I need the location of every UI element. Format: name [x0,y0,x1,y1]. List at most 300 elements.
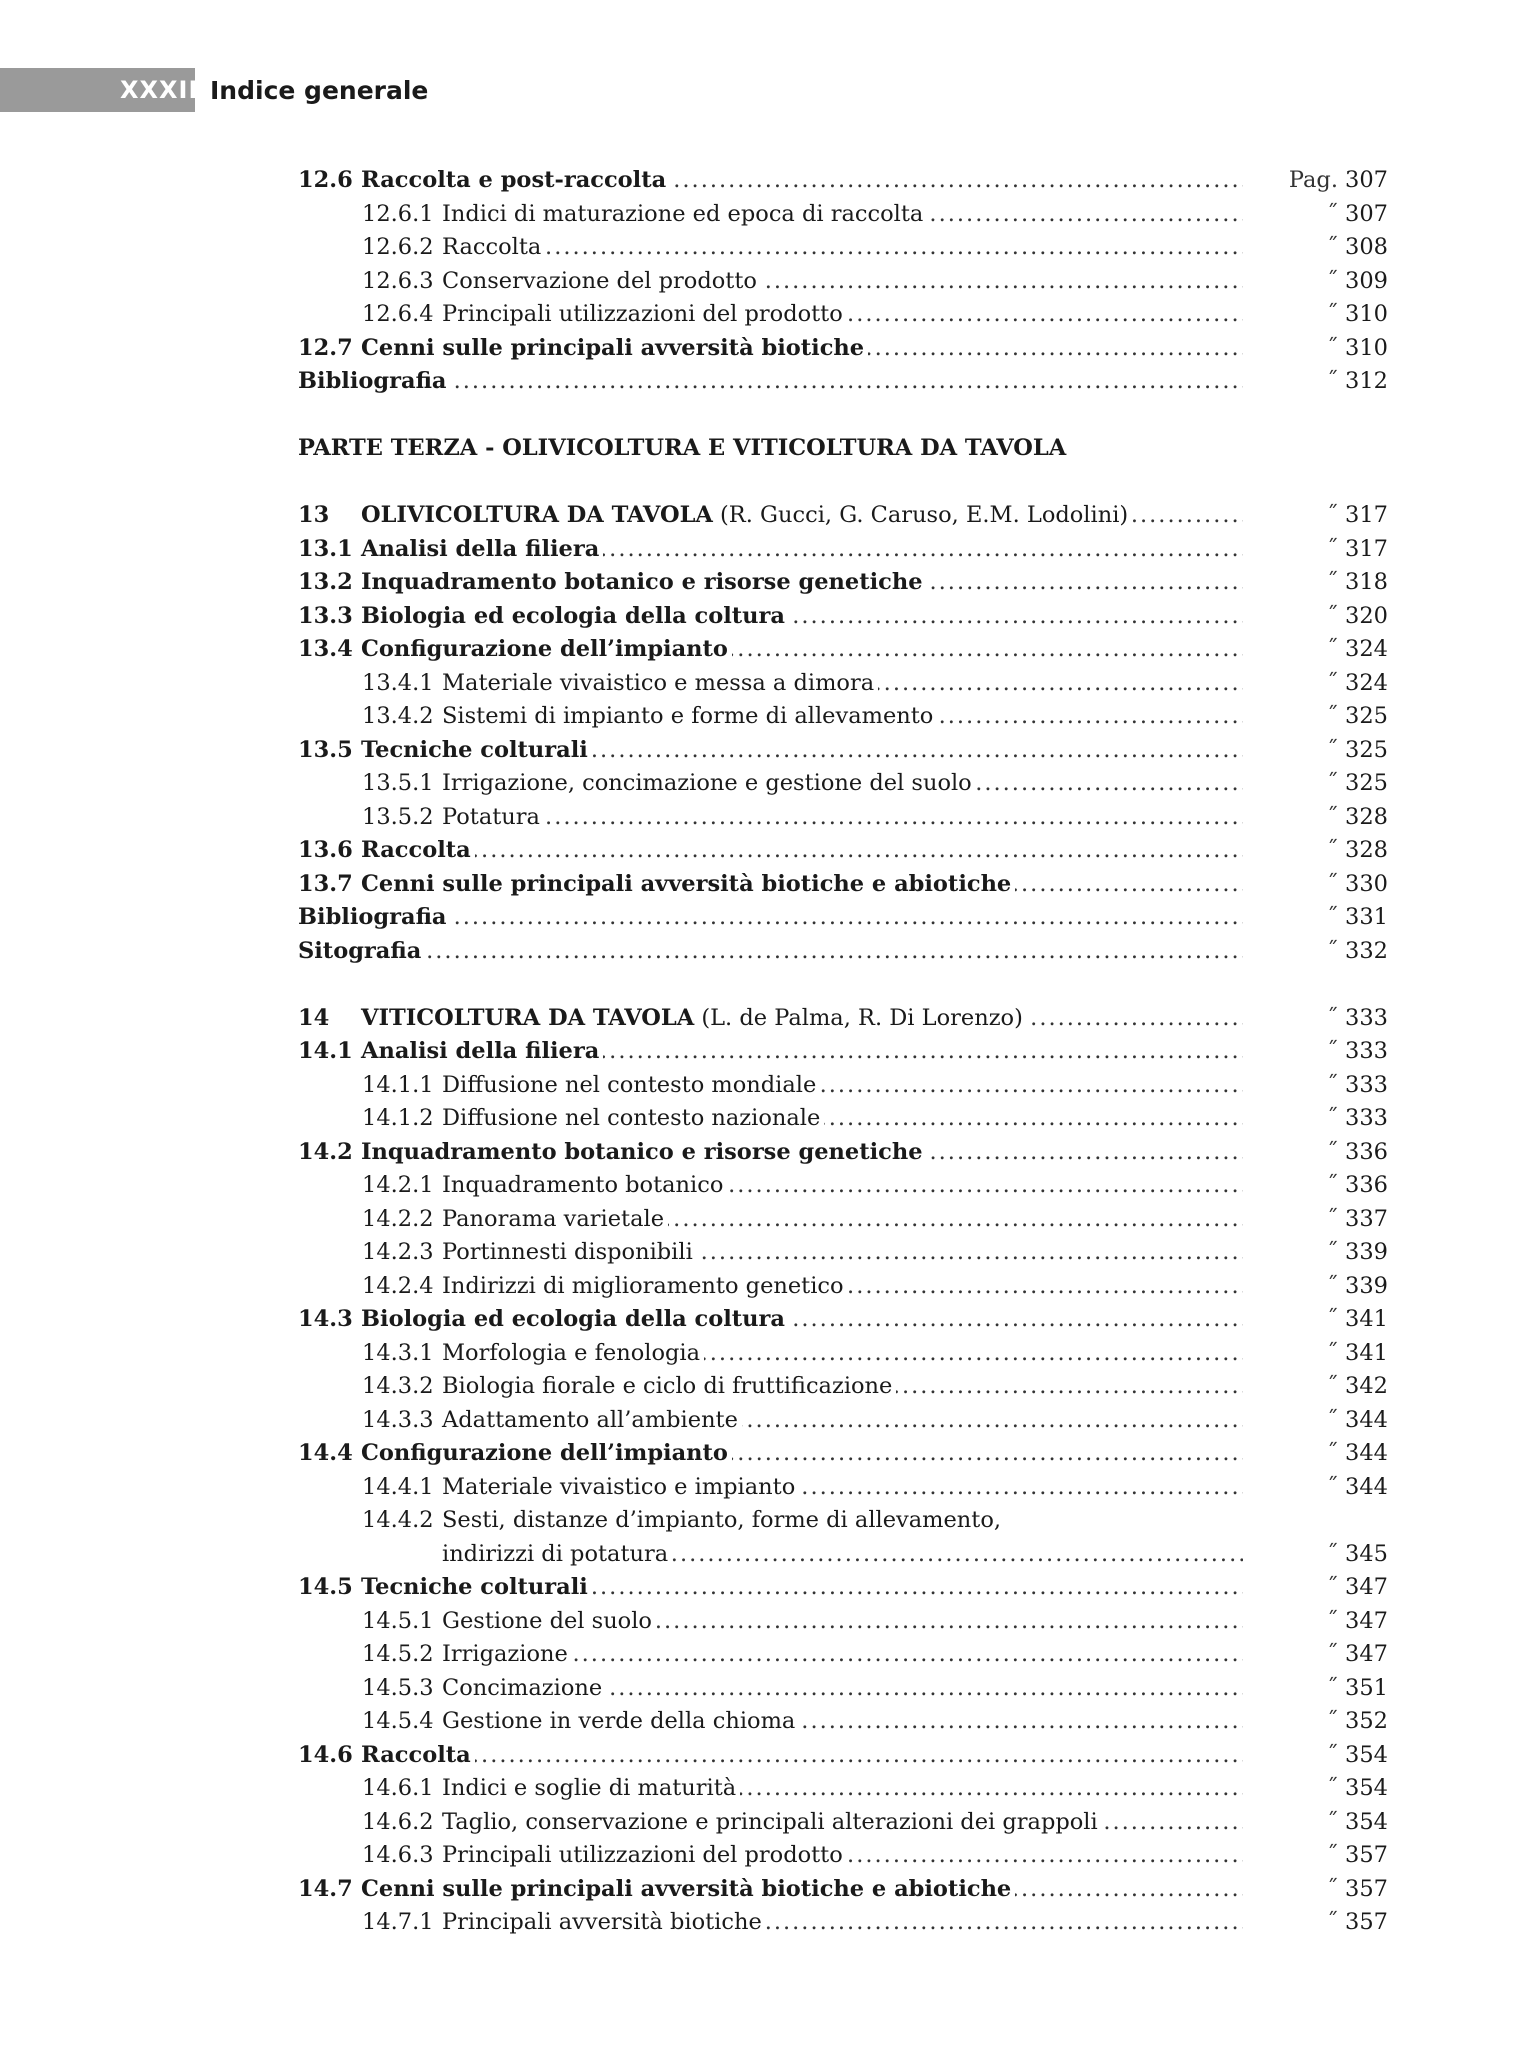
toc-entry-text [298,536,603,562]
page-number: 347 [1345,1574,1388,1600]
entry-title: Morfologia e fenologia [442,1339,701,1366]
ditto-mark: ˝ [1326,1607,1338,1634]
ditto-mark: ˝ [1326,1909,1338,1935]
toc-entry [298,1404,1388,1438]
toc-entry-leader [298,1437,1243,1471]
ditto-mark: ˝ [1326,1138,1338,1165]
entry-number: 14.5 [298,1574,353,1600]
toc-entry-leader [362,1906,1243,1940]
entry-title: Inquadramento botanico e risorse genetiche [361,1138,923,1165]
page-number: 354 [1345,1741,1388,1768]
ditto-mark: ˝ [1326,837,1338,863]
entry-title: Concimazione [442,1674,603,1701]
toc-entry-leader [298,901,1243,935]
ditto-mark: ˝ [1326,1875,1338,1902]
entry-title: Indici e soglie di maturità [442,1775,737,1801]
entry-title: Conservazione del prodotto [442,267,757,294]
toc-entry-text [362,1407,742,1433]
toc-entry [298,935,1388,969]
toc-entry-text [362,703,937,729]
toc-entry-text [362,1172,727,1198]
toc-entry-leader [362,198,1243,232]
page-number: 333 [1345,1038,1388,1064]
toc-entry-leader [298,1571,1243,1605]
entry-number: 13.3 [298,602,353,629]
toc-entry [298,1806,1388,1840]
toc-entry-text [362,1507,1001,1533]
toc-entry [298,1772,1388,1806]
page-number: 347 [1345,1641,1388,1667]
ditto-mark: ˝ [1326,234,1338,260]
toc-entry-leader [362,1102,1243,1136]
section-roman-numeral: XXXII [120,76,199,104]
page-number: 354 [1345,1808,1388,1835]
page-number: 351 [1345,1674,1388,1701]
entry-title: Materiale vivaistico e messa a dimora [442,669,875,696]
chapter-entry [298,1002,1388,1036]
entry-number: 14.3.3 [362,1406,434,1433]
toc-entry [298,1303,1388,1337]
toc-entry-leader [362,1772,1243,1806]
entry-number: 12.6 [298,167,353,193]
entry-number: 13.5 [298,736,353,763]
entry-number: 13.4 [298,636,353,662]
table-of-contents [298,164,1388,1940]
ditto-mark: ˝ [1326,937,1338,964]
ditto-mark: ˝ [1326,1842,1338,1868]
entry-number: 14.4.2 [362,1507,434,1533]
entry-title: Tecniche colturali [361,736,588,763]
page-number: 325 [1345,736,1388,763]
toc-entry-leader [362,1069,1243,1103]
page-number: 337 [1345,1205,1388,1232]
page-number: 330 [1345,870,1388,897]
ditto-mark: ˝ [1326,1574,1338,1600]
ditto-mark: ˝ [1326,1406,1338,1433]
toc-entry [298,1839,1388,1873]
entry-title: Panorama varietale [442,1205,665,1232]
toc-entry-leader [298,332,1243,366]
toc-entry-leader [298,633,1243,667]
entry-title: Diffusione nel contesto mondiale [442,1071,817,1098]
toc-entry [298,1638,1388,1672]
toc-entry-leader [298,164,1243,198]
toc-entry [298,1906,1388,1940]
entry-title: Biologia ed ecologia della coltura [361,602,785,629]
toc-entry-text [298,904,451,930]
toc-entry-text [298,1742,475,1768]
entry-number: 13.7 [298,870,353,897]
entry-number: 13.4.1 [362,669,434,696]
toc-entry-leader [298,1035,1243,1069]
toc-entry [298,1739,1388,1773]
toc-entry-text [298,502,1132,528]
toc-entry [298,901,1388,935]
ditto-mark: ˝ [1326,1071,1338,1098]
toc-entry-text [298,167,670,193]
toc-entry [298,801,1388,835]
toc-entry-leader [298,734,1243,768]
toc-entry-leader [298,533,1243,567]
entry-title: Cenni sulle principali avversità biotiche [361,334,865,361]
toc-entry-leader [362,1806,1243,1840]
page-number: 339 [1345,1239,1388,1265]
entry-number: 12.6.4 [362,301,434,327]
page-number: 307 [1345,167,1388,193]
ditto-mark: ˝ [1326,1339,1338,1366]
ditto-mark: ˝ [1326,1775,1338,1801]
ditto-mark: ˝ [1326,1373,1338,1399]
toc-entry [298,1370,1388,1404]
toc-entry-leader [362,1672,1243,1706]
toc-entry [298,231,1388,265]
entry-title: Tecniche colturali [361,1574,588,1600]
toc-entry-leader [298,1739,1243,1773]
ditto-mark: ˝ [1326,502,1338,528]
ditto-mark: ˝ [1326,1105,1338,1131]
entry-title: Raccolta [361,837,471,863]
entry-number: 12.6.1 [362,200,434,227]
ditto-mark: ˝ [1326,736,1338,763]
toc-entry-text [362,1373,896,1399]
entry-title: Irrigazione [442,1641,568,1667]
entry-title: Principali utilizzazioni del prodotto [442,301,843,327]
toc-entry-text [362,1775,740,1801]
toc-entry-text [362,1239,697,1265]
page-number: 341 [1345,1339,1388,1366]
toc-entry [298,1873,1388,1907]
ditto-mark: ˝ [1326,368,1338,394]
toc-entry [298,1437,1388,1471]
toc-entry-leader [298,1136,1243,1170]
toc-entry [298,533,1388,567]
entry-title: Biologia fiorale e ciclo di fruttificazione [442,1373,893,1399]
toc-entry [298,566,1388,600]
toc-entry-leader [362,231,1243,265]
toc-entry-text [298,368,451,394]
entry-title: Adattamento all’ambiente [442,1406,738,1433]
toc-entry-leader [362,1236,1243,1270]
entry-title: Configurazione dell’impianto [361,1440,728,1466]
toc-entry [298,600,1388,634]
toc-entry [298,298,1388,332]
ditto-mark: ˝ [1326,1038,1338,1064]
toc-entry [298,1069,1388,1103]
page-number: 320 [1345,602,1388,629]
toc-entry-leader [298,868,1243,902]
toc-entry [298,633,1388,667]
page-number: 328 [1345,837,1388,863]
page-number: 339 [1345,1272,1388,1299]
toc-entry-leader [298,1303,1243,1337]
toc-entry-leader [298,600,1243,634]
ditto-mark: ˝ [1326,803,1338,830]
entry-title: Sistemi di impianto e forme di allevamento [442,703,934,729]
entry-number: 14.2.4 [362,1272,434,1299]
page-number: 333 [1345,1071,1388,1098]
entry-number: 13.2 [298,569,353,595]
ditto-mark: ˝ [1326,535,1338,562]
entry-number: 12.7 [298,334,353,361]
entry-title: Inquadramento botanico [442,1172,724,1198]
entry-number: 13.4.2 [362,703,434,729]
toc-entry-text [298,636,732,662]
ditto-mark: ˝ [1326,569,1338,595]
toc-entry-leader [298,365,1243,399]
page-number: 333 [1345,1105,1388,1131]
entry-number: 14.3 [298,1306,353,1332]
toc-entry-text [298,335,868,361]
toc-entry [298,1471,1388,1505]
ditto-mark: ˝ [1326,770,1338,796]
toc-entry-leader [298,935,1243,969]
toc-entry-text [362,1105,824,1131]
toc-entry-text [298,1440,732,1466]
part-heading [298,432,1388,466]
entry-title: OLIVICOLTURA DA TAVOLA [361,502,713,528]
ditto-mark: ˝ [1326,636,1338,662]
toc-entry-leader [298,1873,1243,1907]
ditto-mark: ˝ [1326,1741,1338,1768]
toc-entry [298,1504,1388,1538]
toc-entry [298,1672,1388,1706]
ditto-mark: ˝ [1326,1674,1338,1701]
entry-number: 14.5.2 [362,1641,434,1667]
entry-title: Indici di maturazione ed epoca di raccolta [442,200,924,227]
toc-entry-leader [362,1504,1001,1538]
entry-number: 14.5.1 [362,1607,434,1634]
ditto-mark: ˝ [1326,1440,1338,1466]
toc-entry [298,1035,1388,1069]
toc-entry [298,164,1388,198]
toc-entry-text [298,603,789,629]
toc-entry-text [298,1005,1027,1031]
entry-title: Gestione del suolo [442,1607,652,1634]
toc-entry-text [362,301,847,327]
toc-entry-text [298,871,1015,897]
ditto-mark: ˝ [1326,1272,1338,1299]
toc-entry-text [362,1809,1102,1835]
entry-number: 13.5.2 [362,803,434,830]
running-title: Indice generale [210,76,429,105]
page-number: 357 [1345,1875,1388,1902]
toc-entry-text [362,1206,668,1232]
toc-entry [298,1169,1388,1203]
page-number: 325 [1345,703,1388,729]
entry-title: Analisi della filiera [361,1038,600,1064]
entry-number: 14.4.1 [362,1473,434,1500]
ditto-mark: ˝ [1326,1540,1338,1567]
page-number: 309 [1345,267,1388,294]
entry-title-continuation: indirizzi di potatura [442,1541,672,1567]
entry-number: 14.6.1 [362,1775,434,1801]
entry-title: Inquadramento botanico e risorse genetiche [361,569,923,595]
ditto-mark: ˝ [1326,1205,1338,1232]
toc-entry-leader [362,700,1243,734]
toc-entry-leader [362,298,1243,332]
toc-entry-text [298,737,592,763]
entry-number: 14.6.3 [362,1842,434,1868]
page-number: 317 [1345,502,1388,528]
entry-title: Taglio, conservazione e principali alterazioni dei grappoli [442,1808,1098,1835]
toc-entry-leader [298,1002,1243,1036]
toc-entry [298,767,1388,801]
entry-number: 14.4 [298,1440,353,1466]
entry-title: Analisi della filiera [361,535,600,562]
toc-entry [298,1605,1388,1639]
entry-title: Potatura [442,803,540,830]
toc-entry-text [362,1909,766,1935]
entry-title: Materiale vivaistico e impianto [442,1473,796,1500]
page-number: 308 [1345,234,1388,260]
ditto-mark: ˝ [1326,870,1338,897]
entry-number: 13.6 [298,837,353,863]
toc-entry [298,198,1388,232]
page-number: 342 [1345,1373,1388,1399]
ditto-mark: ˝ [1326,1306,1338,1332]
entry-title: Raccolta [361,1741,471,1768]
toc-entry-leader [362,1370,1243,1404]
entry-title: Portinnesti disponibili [442,1239,693,1265]
toc-entry-text [362,1273,848,1299]
toc-entry-text [362,268,761,294]
entry-number: 13 [298,502,330,528]
entry-number: 14.2.2 [362,1205,434,1232]
entry-title: Configurazione dell’impianto [361,636,728,662]
toc-entry-text [298,1306,789,1332]
chapter-entry [298,499,1388,533]
toc-entry-text [362,804,544,830]
entry-number: 12.6.2 [362,234,434,260]
page-number: 352 [1345,1708,1388,1734]
page-number: 324 [1345,636,1388,662]
entry-authors: (R. Gucci, G. Caruso, E.M. Lodolini) [720,502,1129,528]
entry-number: 14.6 [298,1741,353,1768]
page-number: 344 [1345,1440,1388,1466]
toc-entry-text [298,1139,927,1165]
toc-entry-text [362,1072,820,1098]
ditto-mark: ˝ [1326,904,1338,930]
ditto-mark: ˝ [1326,1808,1338,1835]
toc-entry-text [362,670,878,696]
entry-title: Indirizzi di miglioramento genetico [442,1272,844,1299]
toc-entry-leader [362,767,1243,801]
page-label: Pag. [1288,167,1338,193]
toc-entry-leader [362,1169,1243,1203]
entry-number: 14.3.1 [362,1339,434,1366]
toc-entry-leader [362,1705,1243,1739]
ditto-mark: ˝ [1326,1708,1338,1734]
page-number: 344 [1345,1406,1388,1433]
toc-entry-text [298,1876,1015,1902]
toc-entry-text [298,1038,603,1064]
toc-entry-leader [362,1605,1243,1639]
entry-title: Cenni sulle principali avversità biotiche e abiotiche [361,1875,1012,1902]
page-number: 354 [1345,1775,1388,1801]
page-number: 317 [1345,535,1388,562]
entry-title: Bibliografia [298,368,447,394]
entry-authors: (L. de Palma, R. Di Lorenzo) [701,1004,1023,1031]
toc-entry [298,1270,1388,1304]
entry-number: 14 [298,1004,330,1031]
entry-number: 13.5.1 [362,770,434,796]
page-number: 333 [1345,1004,1388,1031]
toc-entry-text [298,938,425,964]
toc-entry-text [298,1574,592,1600]
entry-number: 14.6.2 [362,1808,434,1835]
toc-entry [298,1571,1388,1605]
toc-entry [298,1236,1388,1270]
entry-number: 14.7.1 [362,1909,434,1935]
toc-entry-leader [362,1270,1243,1304]
entry-number: 14.1 [298,1038,353,1064]
toc-entry-leader [362,1638,1243,1672]
entry-title: Gestione in verde della chioma [442,1708,796,1734]
entry-number: 13.1 [298,535,353,562]
page-number: 331 [1345,904,1388,930]
entry-title: Raccolta [442,234,542,260]
toc-entry-leader [362,801,1243,835]
toc-entry [298,734,1388,768]
toc-entry-leader [362,265,1243,299]
toc-entry [298,265,1388,299]
ditto-mark: ˝ [1326,1172,1338,1198]
entry-number: 14.1.2 [362,1105,434,1131]
toc-entry [298,667,1388,701]
page-number: 347 [1345,1607,1388,1634]
page-number: 357 [1345,1842,1388,1868]
toc-entry-continuation [298,1538,1388,1572]
entry-number: 14.2.3 [362,1239,434,1265]
entry-number: 14.3.2 [362,1373,434,1399]
page-number: 341 [1345,1306,1388,1332]
toc-entry-leader [362,1404,1243,1438]
toc-entry-leader [442,1538,1243,1572]
toc-entry-leader [362,1839,1243,1873]
entry-title: Biologia ed ecologia della coltura [361,1306,785,1332]
toc-entry [298,1102,1388,1136]
entry-number: 14.2.1 [362,1172,434,1198]
page-number: 312 [1345,368,1388,394]
entry-title: VITICOLTURA DA TAVOLA [361,1004,695,1031]
entry-number: 12.6.3 [362,267,434,294]
toc-entry-text [298,569,927,595]
toc-entry-text [362,1675,606,1701]
toc-entry-leader [362,1203,1243,1237]
toc-entry [298,1337,1388,1371]
entry-number: 14.5.3 [362,1674,434,1701]
toc-entry [298,1203,1388,1237]
entry-title: Raccolta e post-raccolta [361,167,667,193]
page-number: 328 [1345,803,1388,830]
entry-title: Irrigazione, concimazione e gestione del suolo [442,770,972,796]
toc-entry-leader [362,1337,1243,1371]
toc-entry-text [362,1842,847,1868]
toc-entry [298,332,1388,366]
ditto-mark: ˝ [1326,267,1338,294]
page-number: 332 [1345,937,1388,964]
toc-entry-leader [298,566,1243,600]
page-number: 307 [1345,200,1388,227]
entry-title: Principali avversità biotiche [442,1909,762,1935]
ditto-mark: ˝ [1326,301,1338,327]
page-number: 345 [1345,1540,1388,1567]
entry-title: Sitografia [298,937,422,964]
toc-entry [298,834,1388,868]
ditto-mark: ˝ [1326,669,1338,696]
ditto-mark: ˝ [1326,1004,1338,1031]
entry-number: 14.7 [298,1875,353,1902]
